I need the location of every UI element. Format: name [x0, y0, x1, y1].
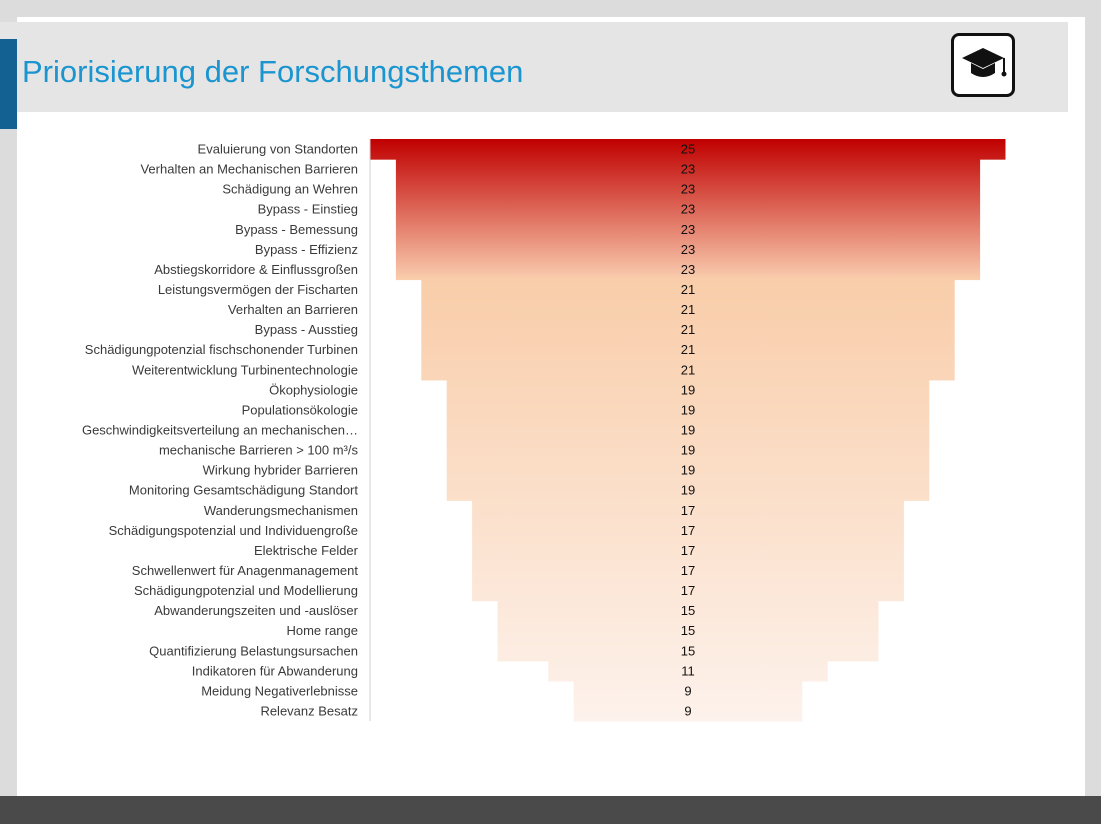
bar-value-label: 9: [684, 703, 692, 719]
category-tick-label: Schädigungpotenzial fischschonender Turbinen: [84, 342, 358, 358]
category-tick-label: Schwellenwert für Anagenmanagement: [131, 563, 358, 579]
category-tick-label: Leistungsvermögen der Fischarten: [157, 282, 358, 298]
category-tick-label: Schädigung an Wehren: [222, 181, 358, 197]
category-tick-label: Home range: [286, 623, 358, 639]
category-tick-label: Relevanz Besatz: [260, 703, 358, 719]
category-tick-label: Indikatoren für Abwanderung: [191, 663, 358, 679]
bar-value-label: 17: [680, 522, 696, 538]
bar-value-label: 19: [680, 482, 696, 498]
page-title: Priorisierung der Forschungsthemen: [22, 54, 524, 89]
category-tick-label: Wanderungsmechanismen: [203, 502, 358, 518]
category-tick-label: Bypass - Einstieg: [257, 201, 358, 217]
category-tick-label: Ökophysiologie: [269, 382, 358, 398]
bar-value-label: 21: [680, 302, 696, 318]
bar-value-label: 23: [680, 201, 696, 217]
category-tick-label: Bypass - Effizienz: [254, 241, 358, 257]
category-tick-label: Quantifizierung Belastungsursachen: [149, 643, 358, 659]
category-tick-label: Monitoring Gesamtschädigung Standort: [128, 482, 358, 498]
bar-value-label: 21: [680, 342, 696, 358]
bar-value-label: 23: [680, 161, 696, 177]
category-tick-label: Verhalten an Mechanischen Barrieren: [140, 161, 358, 177]
category-tick-label: mechanische Barrieren > 100 m³/s: [158, 442, 358, 458]
bar-value-label: 15: [680, 643, 696, 659]
bar-value-label: 23: [680, 221, 696, 237]
category-tick-label: Bypass - Ausstieg: [254, 322, 358, 338]
category-tick-label: Abstiegskorridore & Einflussgroßen: [154, 261, 358, 277]
bar-value-label: 9: [684, 683, 692, 699]
bar-value-label: 25: [680, 141, 696, 157]
bar-value-label: 17: [680, 502, 696, 518]
category-tick-label: Geschwindigkeitsverteilung an mechanischen…: [81, 422, 358, 438]
bar-value-label: 21: [680, 322, 696, 338]
bar-value-label: 19: [680, 382, 696, 398]
bar-value-label: 19: [680, 422, 696, 438]
bar-value-label: 23: [680, 181, 696, 197]
bar-value-label: 11: [681, 663, 695, 679]
bar-value-label: 17: [680, 563, 696, 579]
category-tick-label: Wirkung hybrider Barrieren: [202, 462, 358, 478]
bar-value-label: 19: [680, 442, 696, 458]
bar-value-label: 19: [680, 462, 696, 478]
footer-bar: [0, 796, 1101, 824]
category-tick-label: Populationsökologie: [241, 402, 358, 418]
bar-value-label: 23: [680, 261, 696, 277]
category-tick-label: Meidung Negativerlebnisse: [201, 683, 358, 699]
bar-value-label: 21: [680, 362, 696, 378]
category-tick-label: Schädigungspotenzial und Individuengroße: [108, 522, 358, 538]
category-tick-label: Bypass - Bemessung: [235, 221, 358, 237]
bar-value-label: 15: [680, 623, 696, 639]
category-tick-label: Elektrische Felder: [253, 542, 358, 558]
category-tick-label: Evaluierung von Standorten: [197, 141, 358, 157]
bar-value-label: 19: [680, 402, 696, 418]
bar-value-label: 15: [680, 603, 696, 619]
bar-value-label: 23: [680, 241, 696, 257]
bar-value-label: 17: [680, 583, 696, 599]
category-tick-label: Schädigungpotenzial und Modellierung: [133, 583, 358, 599]
category-tick-label: Weiterentwicklung Turbinentechnologie: [132, 362, 358, 378]
category-tick-label: Verhalten an Barrieren: [227, 302, 358, 318]
bar-value-label: 21: [680, 282, 696, 298]
category-tick-label: Abwanderungszeiten und -auslöser: [154, 603, 358, 619]
bar-value-label: 17: [680, 542, 696, 558]
